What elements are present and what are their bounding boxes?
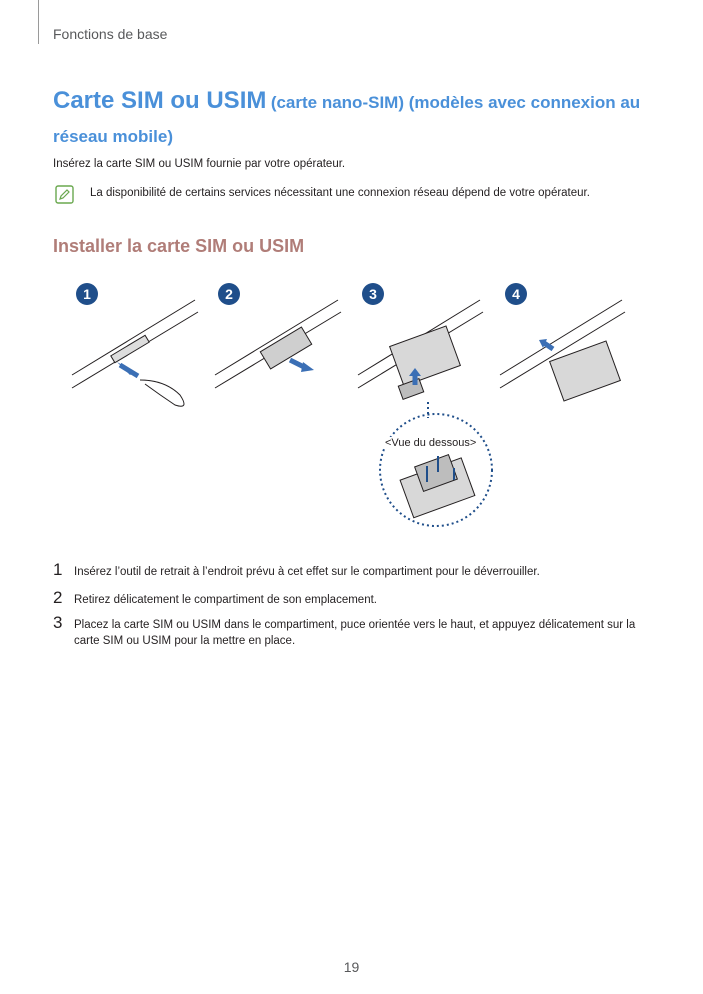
instruction-3 xyxy=(53,613,653,649)
instruction-number: 1 xyxy=(53,560,63,579)
instruction-number: 3 xyxy=(53,613,63,632)
step-badge-1: 1 xyxy=(76,283,98,305)
title-main: Carte SIM ou USIM xyxy=(53,87,267,114)
bottom-view-label: <Vue du dessous> xyxy=(385,437,477,449)
section-header: Fonctions de base xyxy=(53,26,168,42)
instruction-number: 2 xyxy=(53,588,63,607)
step-badge-2: 2 xyxy=(218,283,240,305)
instruction-1 xyxy=(53,560,653,580)
instruction-text: Insérez l’outil de retrait à l’endroit prévu à cet effet sur le compartiment pour le déverrouiller. xyxy=(74,566,540,578)
step-badge-4: 4 xyxy=(505,283,527,305)
instruction-text: Retirez délicatement le compartiment de son emplacement. xyxy=(74,594,377,606)
page-number: 19 xyxy=(343,959,360,975)
step-badge-3: 3 xyxy=(362,283,384,305)
intro-text: Insérez la carte SIM ou USIM fournie par votre opérateur. xyxy=(53,158,346,170)
note-text: La disponibilité de certains services nécessitant une connexion réseau dépend de votre opérateur. xyxy=(90,187,590,199)
title-rest: (carte nano-SIM) (modèles avec connexion au réseau mobile) xyxy=(53,93,641,146)
instruction-text: Placez la carte SIM ou USIM dans le compartiment, puce orientée vers le haut, et appuyez délicatement sur la carte SIM ou USIM pour la mettre en place. xyxy=(74,619,636,647)
instruction-2 xyxy=(53,588,653,608)
subsection-title: Installer la carte SIM ou USIM xyxy=(53,236,305,256)
